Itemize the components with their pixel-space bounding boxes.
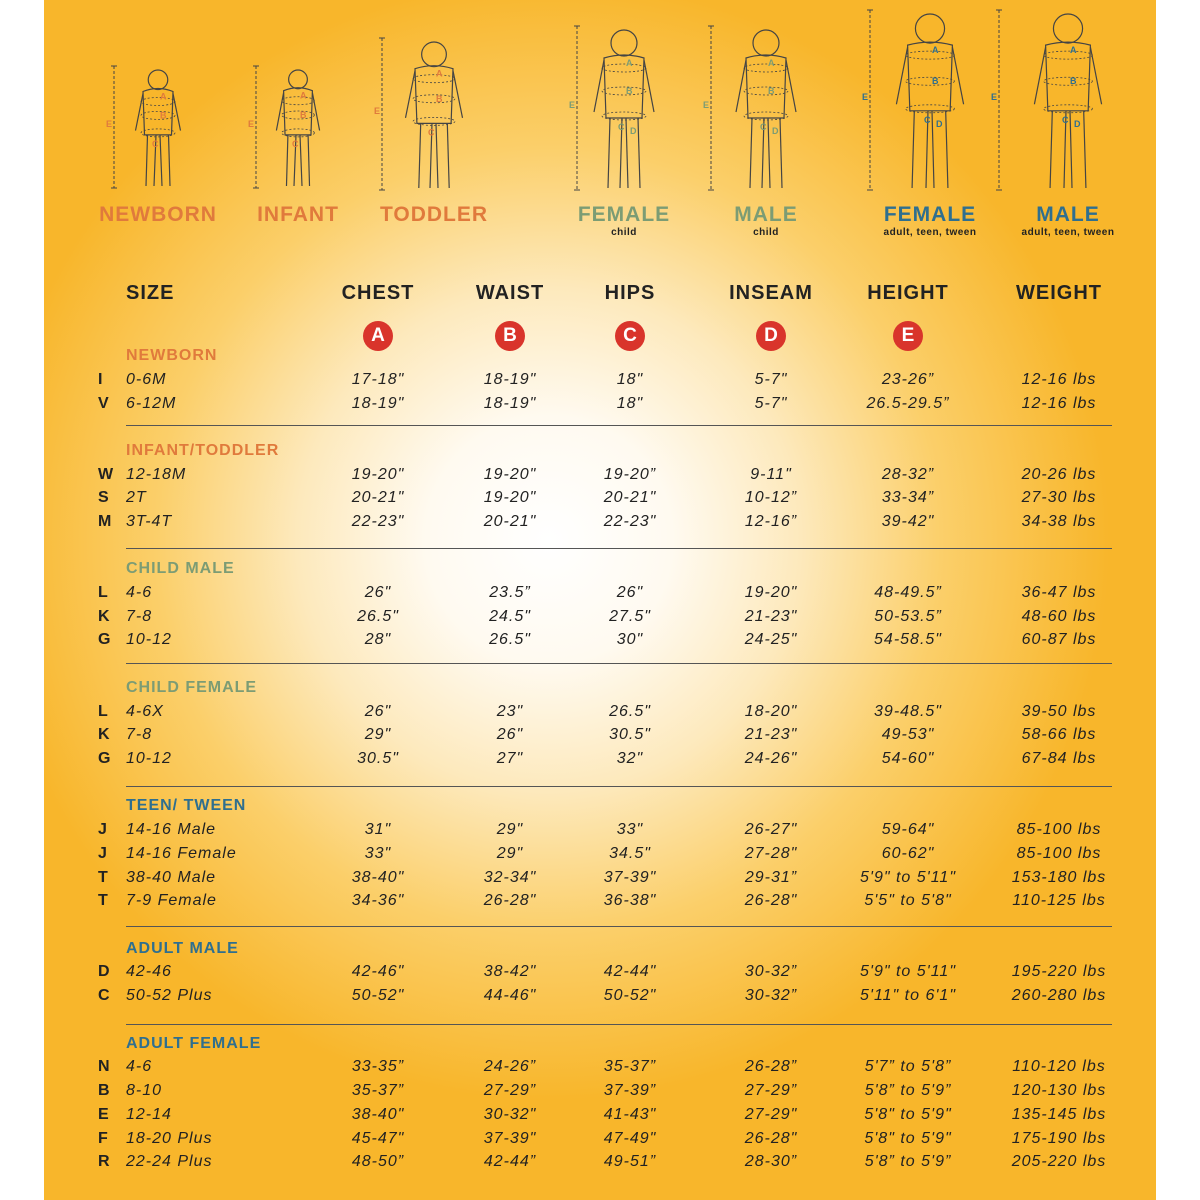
cell-inseam: 26-28" (744, 1130, 798, 1147)
cell-weight: 175-190 lbs (1011, 1130, 1107, 1147)
table-row (44, 584, 1156, 606)
cell-waist: 24.5" (489, 608, 531, 625)
badge-height: E (893, 321, 923, 351)
size-label: 7-8 (126, 726, 153, 743)
cell-height: 5'8” to 5'9” (864, 1153, 952, 1170)
section-divider (126, 663, 1112, 664)
size-label: 4-6 (126, 584, 153, 601)
cell-hips: 20-21" (603, 489, 657, 506)
cell-height: 5'9" to 5'11" (859, 869, 957, 886)
cell-hips: 18" (616, 371, 644, 388)
cell-weight: 48-60 lbs (1021, 608, 1097, 625)
table-row (44, 489, 1156, 511)
cell-chest: 26" (364, 703, 392, 720)
cell-chest: 28" (364, 631, 392, 648)
cell-hips: 30" (616, 631, 644, 648)
cell-waist: 29" (496, 821, 524, 838)
svg-text:D: D (772, 126, 779, 136)
cell-inseam: 12-16” (744, 513, 798, 530)
cell-chest: 50-52" (351, 987, 405, 1004)
cell-waist: 26-28" (483, 892, 537, 909)
section-title: TEEN/ TWEEN (126, 797, 247, 814)
section-title: CHILD FEMALE (126, 679, 258, 696)
size-label: 50-52 Plus (126, 987, 213, 1004)
cell-weight: 67-84 lbs (1021, 750, 1097, 767)
size-label: 14-16 Male (126, 821, 217, 838)
svg-text:C: C (618, 122, 625, 132)
cell-waist: 38-42" (483, 963, 537, 980)
cell-hips: 37-39" (603, 869, 657, 886)
section-divider (126, 425, 1112, 426)
figure-title: MALE (734, 203, 798, 226)
size-code: S (98, 489, 109, 506)
section-divider (126, 926, 1112, 927)
cell-waist: 26" (496, 726, 524, 743)
svg-text:A: A (768, 58, 775, 68)
svg-text:A: A (1070, 45, 1077, 56)
table-row (44, 1130, 1156, 1152)
size-code: L (98, 703, 108, 720)
svg-text:D: D (936, 118, 943, 129)
cell-weight: 27-30 lbs (1021, 489, 1097, 506)
size-code: J (98, 845, 107, 862)
size-code: F (98, 1130, 108, 1147)
cell-inseam: 26-27" (744, 821, 798, 838)
cell-hips: 37-39” (603, 1082, 657, 1099)
cell-inseam: 24-26" (744, 750, 798, 767)
cell-height: 5'8" to 5'9" (864, 1106, 952, 1123)
table-row (44, 987, 1156, 1009)
size-label: 22-24 Plus (126, 1153, 213, 1170)
table-row (44, 821, 1156, 843)
cell-hips: 35-37” (603, 1058, 657, 1075)
cell-height: 5'8" to 5'9" (864, 1130, 952, 1147)
table-row (44, 845, 1156, 867)
cell-inseam: 27-28" (744, 845, 798, 862)
size-code: L (98, 584, 108, 601)
cell-waist: 27" (496, 750, 524, 767)
size-code: I (98, 371, 103, 388)
section-divider (126, 1024, 1112, 1025)
table-row (44, 869, 1156, 891)
cell-chest: 38-40" (351, 869, 405, 886)
figure-7 (44, 0, 1156, 250)
table-row (44, 466, 1156, 488)
figure-title: TODDLER (379, 203, 489, 226)
cell-inseam: 30-32” (744, 987, 798, 1004)
cell-chest: 42-46" (351, 963, 405, 980)
size-label: 2T (126, 489, 147, 506)
cell-chest: 29" (364, 726, 392, 743)
cell-inseam: 27-29" (744, 1106, 798, 1123)
cell-hips: 30.5" (609, 726, 651, 743)
cell-weight: 36-47 lbs (1021, 584, 1097, 601)
cell-weight: 60-87 lbs (1021, 631, 1097, 648)
cell-waist: 23.5” (489, 584, 531, 601)
cell-hips: 33" (616, 821, 644, 838)
cell-hips: 50-52" (603, 987, 657, 1004)
cell-weight: 110-120 lbs (1012, 1058, 1106, 1075)
cell-waist: 19-20" (483, 489, 537, 506)
svg-text:E: E (862, 92, 869, 102)
svg-text:C: C (760, 122, 767, 132)
cell-inseam: 9-11" (750, 466, 792, 483)
cell-weight: 58-66 lbs (1021, 726, 1097, 743)
svg-text:B: B (932, 76, 939, 87)
cell-weight: 110-125 lbs (1012, 892, 1106, 909)
header-hips: HIPS (604, 282, 656, 304)
svg-text:A: A (300, 90, 307, 101)
size-label: 18-20 Plus (126, 1130, 213, 1147)
size-label: 4-6 (126, 1058, 153, 1075)
section-title: INFANT/TODDLER (126, 442, 280, 459)
cell-waist: 42-44” (483, 1153, 537, 1170)
svg-text:D: D (630, 126, 637, 136)
cell-height: 5'9" to 5'11" (859, 963, 957, 980)
size-label: 10-12 (126, 631, 172, 648)
size-code: T (98, 869, 108, 886)
cell-hips: 34.5" (609, 845, 651, 862)
cell-chest: 22-23" (351, 513, 405, 530)
size-label: 38-40 Male (126, 869, 217, 886)
svg-text:B: B (1070, 76, 1077, 87)
svg-text:E: E (991, 92, 998, 102)
cell-height: 5'11" to 6'1" (859, 987, 957, 1004)
cell-height: 39-42" (881, 513, 935, 530)
figure-title: FEMALE (577, 203, 671, 226)
size-code: W (98, 466, 114, 483)
size-label: 7-8 (126, 608, 153, 625)
cell-chest: 33" (364, 845, 392, 862)
header-chest: CHEST (341, 282, 415, 304)
figure-subtitle: adult, teen, tween (883, 227, 977, 238)
cell-inseam: 21-23" (744, 608, 798, 625)
cell-hips: 22-23" (603, 513, 657, 530)
cell-height: 28-32” (881, 466, 935, 483)
cell-waist: 29" (496, 845, 524, 862)
cell-weight: 12-16 lbs (1021, 371, 1097, 388)
table-row (44, 608, 1156, 630)
figure-title: MALE (1036, 203, 1100, 226)
cell-chest: 26" (364, 584, 392, 601)
cell-height: 5'5" to 5'8" (864, 892, 952, 909)
cell-weight: 34-38 lbs (1021, 513, 1097, 530)
svg-text:A: A (436, 68, 443, 79)
cell-waist: 18-19" (483, 395, 537, 412)
size-code: K (98, 726, 110, 743)
cell-chest: 20-21" (351, 489, 405, 506)
cell-height: 50-53.5” (874, 608, 942, 625)
table-row (44, 513, 1156, 535)
table-row (44, 892, 1156, 914)
cell-height: 48-49.5” (874, 584, 942, 601)
figure-subtitle: child (611, 227, 637, 238)
svg-text:C: C (924, 114, 931, 125)
cell-inseam: 28-30” (744, 1153, 798, 1170)
cell-waist: 30-32" (483, 1106, 537, 1123)
cell-waist: 24-26” (483, 1058, 537, 1075)
cell-weight: 205-220 lbs (1011, 1153, 1107, 1170)
section-title: ADULT FEMALE (126, 1035, 262, 1052)
size-code: J (98, 821, 107, 838)
cell-height: 54-58.5" (874, 631, 942, 648)
cell-chest: 48-50” (351, 1153, 405, 1170)
cell-weight: 39-50 lbs (1021, 703, 1097, 720)
badge-waist: B (495, 321, 525, 351)
size-label: 8-10 (126, 1082, 163, 1099)
cell-chest: 45-47" (351, 1130, 405, 1147)
cell-hips: 26.5" (609, 703, 651, 720)
figure-subtitle: adult, teen, tween (1021, 227, 1115, 238)
size-code: V (98, 395, 109, 412)
header-height: HEIGHT (867, 282, 949, 304)
cell-height: 54-60" (881, 750, 935, 767)
svg-text:D: D (1074, 118, 1081, 129)
cell-waist: 37-39" (483, 1130, 537, 1147)
size-code: R (98, 1153, 110, 1170)
size-code: G (98, 750, 111, 767)
cell-inseam: 10-12” (744, 489, 798, 506)
cell-hips: 41-43" (603, 1106, 657, 1123)
table-row (44, 1106, 1156, 1128)
cell-waist: 18-19" (483, 371, 537, 388)
svg-text:C: C (428, 127, 435, 138)
cell-weight: 135-145 lbs (1011, 1106, 1107, 1123)
cell-height: 5'7” to 5'8” (864, 1058, 952, 1075)
cell-chest: 38-40" (351, 1106, 405, 1123)
size-label: 42-46 (126, 963, 172, 980)
svg-text:E: E (703, 100, 710, 110)
badge-hips: C (615, 321, 645, 351)
cell-hips: 26" (616, 584, 644, 601)
cell-hips: 36-38" (603, 892, 657, 909)
table-row (44, 750, 1156, 772)
cell-chest: 31" (364, 821, 392, 838)
cell-chest: 19-20" (351, 466, 405, 483)
size-code: G (98, 631, 111, 648)
svg-text:A: A (932, 45, 939, 56)
size-label: 6-12M (126, 395, 177, 412)
cell-waist: 32-34" (483, 869, 537, 886)
cell-weight: 120-130 lbs (1011, 1082, 1107, 1099)
table-row (44, 963, 1156, 985)
cell-weight: 20-26 lbs (1021, 466, 1097, 483)
cell-weight: 85-100 lbs (1016, 845, 1102, 862)
cell-inseam: 29-31” (744, 869, 798, 886)
table-row (44, 703, 1156, 725)
cell-weight: 153-180 lbs (1011, 869, 1107, 886)
cell-inseam: 19-20" (744, 584, 798, 601)
svg-text:A: A (626, 58, 633, 68)
cell-hips: 47-49" (603, 1130, 657, 1147)
cell-inseam: 5-7" (754, 371, 788, 388)
cell-inseam: 27-29” (744, 1082, 798, 1099)
cell-height: 59-64" (881, 821, 935, 838)
cell-hips: 27.5" (609, 608, 651, 625)
svg-text:C: C (1062, 114, 1069, 125)
cell-chest: 17-18" (351, 371, 405, 388)
cell-hips: 19-20” (603, 466, 657, 483)
cell-height: 49-53" (881, 726, 935, 743)
size-label: 7-9 Female (126, 892, 217, 909)
cell-chest: 26.5" (357, 608, 399, 625)
size-label: 12-18M (126, 466, 187, 483)
svg-text:C: C (152, 138, 159, 149)
size-code: M (98, 513, 112, 530)
figure-title: INFANT (257, 203, 339, 226)
table-row (44, 395, 1156, 417)
table-row (44, 1058, 1156, 1080)
table-row (44, 371, 1156, 393)
cell-waist: 27-29” (483, 1082, 537, 1099)
section-title: NEWBORN (126, 347, 218, 364)
cell-inseam: 26-28” (744, 1058, 798, 1075)
size-label: 10-12 (126, 750, 172, 767)
svg-text:B: B (160, 110, 167, 121)
figure-subtitle: child (753, 227, 779, 238)
size-code: K (98, 608, 110, 625)
cell-weight: 260-280 lbs (1011, 987, 1107, 1004)
cell-height: 23-26” (881, 371, 935, 388)
size-label: 3T-4T (126, 513, 173, 530)
cell-inseam: 21-23" (744, 726, 798, 743)
cell-weight: 195-220 lbs (1011, 963, 1107, 980)
cell-waist: 44-46" (483, 987, 537, 1004)
svg-text:B: B (436, 93, 443, 104)
cell-weight: 85-100 lbs (1016, 821, 1102, 838)
size-code: E (98, 1106, 109, 1123)
size-code: T (98, 892, 108, 909)
svg-text:E: E (374, 106, 381, 116)
badge-chest: A (363, 321, 393, 351)
svg-text:C: C (292, 138, 299, 149)
header-waist: WAIST (475, 282, 545, 304)
cell-inseam: 24-25" (744, 631, 798, 648)
size-code: D (98, 963, 110, 980)
cell-inseam: 26-28" (744, 892, 798, 909)
cell-inseam: 18-20" (744, 703, 798, 720)
cell-waist: 20-21" (483, 513, 537, 530)
table-row (44, 631, 1156, 653)
size-code: C (98, 987, 110, 1004)
cell-chest: 30.5" (357, 750, 399, 767)
section-divider (126, 786, 1112, 787)
cell-waist: 26.5" (489, 631, 531, 648)
cell-height: 26.5-29.5” (866, 395, 950, 412)
size-label: 14-16 Female (126, 845, 237, 862)
cell-height: 39-48.5" (874, 703, 942, 720)
size-chart-panel (44, 0, 1156, 1200)
cell-height: 60-62" (881, 845, 935, 862)
cell-hips: 42-44" (603, 963, 657, 980)
cell-inseam: 5-7" (754, 395, 788, 412)
cell-height: 33-34” (881, 489, 935, 506)
cell-waist: 19-20" (483, 466, 537, 483)
size-label: 12-14 (126, 1106, 172, 1123)
svg-text:B: B (768, 86, 775, 96)
cell-chest: 34-36" (351, 892, 405, 909)
svg-text:B: B (300, 110, 307, 121)
header-size: SIZE (126, 282, 175, 304)
cell-inseam: 30-32” (744, 963, 798, 980)
cell-hips: 18" (616, 395, 644, 412)
svg-text:B: B (626, 86, 633, 96)
cell-height: 5'8” to 5'9” (864, 1082, 952, 1099)
section-divider (126, 548, 1112, 549)
svg-text:E: E (569, 100, 576, 110)
figure-title: NEWBORN (99, 203, 217, 226)
svg-text:E: E (106, 119, 113, 129)
badge-inseam: D (756, 321, 786, 351)
section-title: ADULT MALE (126, 940, 239, 957)
cell-weight: 12-16 lbs (1021, 395, 1097, 412)
size-label: 4-6X (126, 703, 164, 720)
size-code: N (98, 1058, 110, 1075)
cell-hips: 49-51” (603, 1153, 657, 1170)
cell-waist: 23" (496, 703, 524, 720)
table-row (44, 726, 1156, 748)
size-code: B (98, 1082, 110, 1099)
figure-title: FEMALE (883, 203, 977, 226)
body-outline-icon (44, 0, 1156, 200)
svg-text:A: A (160, 91, 167, 102)
cell-chest: 35-37” (351, 1082, 405, 1099)
section-title: CHILD MALE (126, 560, 235, 577)
size-label: 0-6M (126, 371, 167, 388)
cell-hips: 32" (616, 750, 644, 767)
svg-text:E: E (248, 119, 255, 129)
table-row (44, 1082, 1156, 1104)
table-row (44, 1153, 1156, 1175)
cell-chest: 18-19" (351, 395, 405, 412)
header-weight: WEIGHT (1016, 282, 1102, 304)
header-inseam: INSEAM (729, 282, 813, 304)
cell-chest: 33-35” (351, 1058, 405, 1075)
